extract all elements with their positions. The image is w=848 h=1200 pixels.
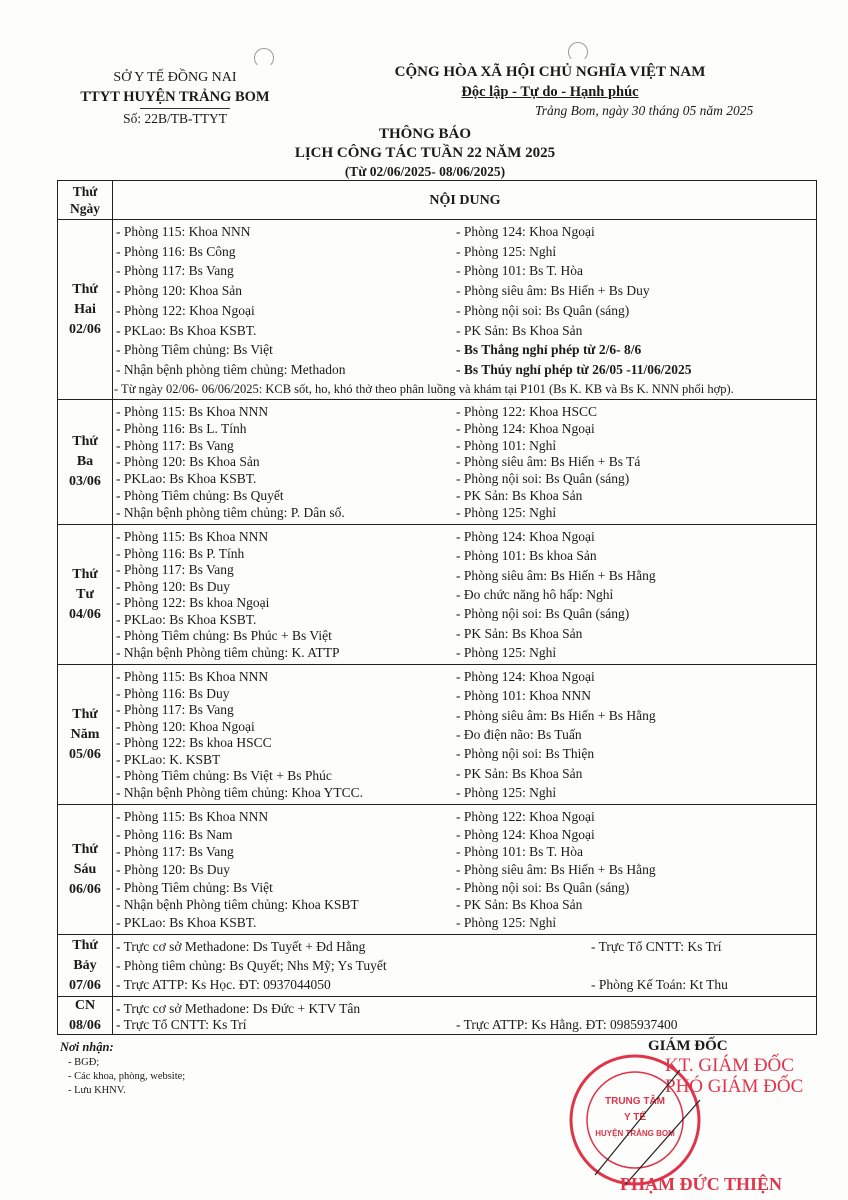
day-note: - Từ ngày 02/06- 06/06/2025: KCB sốt, ho, khó thở theo phân luồng và khám tại P101 (Bs K. KB và Bs K. NNN phối hợp). [114, 382, 734, 396]
left-column [116, 669, 363, 801]
punch-hole [254, 48, 274, 68]
schedule-item: - Phòng 115: Khoa NNN [116, 224, 251, 239]
schedule-item: - Phòng nội soi: Bs Thiện [456, 746, 595, 762]
day-cell [58, 400, 113, 524]
signer-name: PHẠM ĐỨC THIỆN [620, 1174, 782, 1194]
document-number: Số: 22B/TB-TTYT [123, 111, 227, 126]
schedule-item: - Phòng 125: Nghỉ [456, 644, 557, 660]
schedule-table [57, 180, 817, 1035]
official-seal [565, 1050, 705, 1190]
right-column [456, 404, 640, 521]
day-label: Ba [76, 454, 94, 469]
right-column [456, 809, 656, 931]
schedule-item: - PK Sản: Bs Khoa Sản [456, 897, 583, 913]
schedule-item: - Trực Tổ CNTT: Ks Trí [591, 939, 722, 954]
schedule-item: - Nhận bệnh Phòng tiêm chủng: Khoa YTCC. [116, 784, 363, 800]
schedule-item: - Phòng siêu âm: Bs Hiến + Bs Duy [456, 283, 650, 299]
day-label: Hai [74, 301, 96, 317]
schedule-item: - Trực cơ sở Methadone: Ds Đức + KTV Tân [116, 1001, 361, 1016]
schedule-item: - Bs Thúy nghỉ phép từ 26/05 -11/06/2025 [456, 361, 692, 377]
recipient: - BGĐ; [68, 1057, 100, 1068]
punch-hole [568, 42, 588, 62]
schedule-item: - Phòng 115: Bs Khoa NNN [116, 809, 269, 824]
schedule-item: - Trực ATTP: Ks Học. ĐT: 0937044050 [116, 977, 331, 992]
table-row [58, 524, 816, 664]
schedule-item: - Phòng 120: Khoa Ngoại [116, 718, 255, 734]
left-column [116, 939, 387, 993]
schedule-item [456, 1001, 678, 1017]
schedule-item: - Trực cơ sở Methadone: Ds Tuyết + Đd Hằng [116, 939, 366, 954]
day-label: Thứ [72, 706, 98, 722]
schedule-item: - Phòng 124: Khoa Ngoại [456, 826, 595, 842]
schedule-item: - Phòng 117: Bs Vang [116, 437, 234, 453]
doc-period: (Từ 02/06/2025- 08/06/2025) [344, 164, 506, 179]
day-label: Thứ [72, 281, 98, 297]
day-label: CN [74, 997, 96, 1013]
day-label: Bảy [73, 957, 97, 973]
left-column [116, 529, 339, 661]
table-row [58, 399, 816, 524]
table-row [58, 996, 816, 1034]
schedule-item: - Phòng siêu âm: Bs Hiến + Bs Tá [456, 454, 641, 470]
schedule-item: - Phòng 116: Bs P. Tính [116, 545, 245, 561]
schedule-item: - Phòng siêu âm: Bs Hiến + Bs Hằng [456, 707, 656, 723]
schedule-item: - Phòng 115: Bs Khoa NNN [116, 529, 269, 544]
left-column [116, 224, 345, 378]
day-label: 08/06 [69, 1017, 101, 1033]
schedule-item: - Phòng 124: Khoa Ngoại [456, 669, 595, 684]
day-label: Thứ [72, 841, 98, 857]
table-row [58, 664, 816, 804]
schedule-item: - Phòng 122: Khoa Ngoại [456, 809, 595, 824]
schedule-item: - Đo chức năng hô hấp: Nghỉ [456, 586, 614, 602]
schedule-item: - Phòng 120: Bs Khoa Sản [116, 454, 260, 470]
schedule-item: - PKLao: Bs Khoa KSBT. [116, 914, 257, 930]
schedule-item: - Phòng 101: Nghỉ [456, 437, 557, 453]
seal-line1: TRUNG TÂM [605, 1096, 665, 1107]
schedule-item: - Nhận bệnh phòng tiêm chủng: Methadon [116, 361, 346, 377]
schedule-item: - Phòng 101: Bs T. Hòa [456, 844, 584, 860]
stamp-line1: KT. GIÁM ĐỐC [665, 1055, 794, 1076]
schedule-item: - Phòng tiêm chủng: Bs Quyết; Nhs Mỹ; Ys Tuyết [116, 958, 387, 973]
schedule-item: - Phòng nội soi: Bs Quân (sáng) [456, 471, 630, 487]
day-label: 06/06 [69, 881, 101, 897]
national-motto: Độc lập - Tự do - Hạnh phúc [461, 84, 639, 100]
schedule-item: - Phòng 122: Khoa HSCC [456, 404, 598, 419]
schedule-item: - PKLao: Bs Khoa KSBT. [116, 611, 257, 627]
schedule-item: - PKLao: Bs Khoa KSBT. [116, 471, 257, 487]
document-date: Trảng Bom, ngày 30 tháng 05 năm 2025 [535, 103, 754, 118]
schedule-item: - Phòng 116: Bs L. Tính [116, 420, 247, 436]
schedule-item: - Nhận bệnh Phòng tiêm chủng: Khoa KSBT [116, 897, 359, 913]
right-column [456, 1001, 678, 1031]
right-column [456, 529, 656, 661]
org-name: TTYT HUYỆN TRẢNG BOM [80, 89, 270, 105]
day-cell [58, 997, 113, 1034]
schedule-item: - Phòng 125: Nghỉ [456, 784, 557, 800]
recipient: - Lưu KHNV. [68, 1085, 126, 1096]
day-label: Thứ [72, 937, 98, 953]
day-label: Năm [70, 726, 100, 742]
schedule-item: - Phòng nội soi: Bs Quân (sáng) [456, 879, 630, 895]
recipient: - Các khoa, phòng, website; [68, 1071, 186, 1082]
stamp-line2: PHÓ GIÁM ĐỐC [665, 1076, 804, 1097]
header-day-line2: Ngày [70, 201, 100, 216]
day-cell [58, 220, 113, 399]
schedule-item: - PKLao: K. KSBT [116, 751, 221, 767]
schedule-item: - PK Sản: Bs Khoa Sản [456, 322, 583, 338]
schedule-item: - Phòng 101: Khoa NNN [456, 688, 591, 704]
schedule-item: - Phòng 115: Bs Khoa NNN [116, 404, 269, 419]
national-title: CỘNG HÒA XÃ HỘI CHỦ NGHĨA VIỆT NAM [394, 64, 706, 80]
schedule-item: - Phòng 116: Bs Công [116, 243, 236, 259]
schedule-item: - Nhận bệnh Phòng tiêm chủng: K. ATTP [116, 644, 340, 660]
schedule-item: - PK Sản: Bs Khoa Sản [456, 625, 583, 641]
day-cell [58, 525, 113, 664]
schedule-item: - Đo điện não: Bs Tuấn [456, 726, 582, 742]
schedule-item: - Phòng 117: Bs Vang [116, 702, 234, 718]
schedule-item: - Phòng 120: Bs Duy [116, 861, 231, 877]
day-cell [58, 665, 113, 804]
right-column [456, 224, 692, 378]
schedule-item: - Trực Tổ CNTT: Ks Trí [116, 1017, 247, 1032]
schedule-item: - Phòng 116: Bs Duy [116, 685, 230, 701]
day-label: 07/06 [69, 977, 101, 993]
schedule-item: - Phòng 125: Nghỉ [456, 504, 557, 520]
header-content: NỘI DUNG [429, 193, 501, 208]
day-label: 02/06 [69, 321, 101, 337]
signature-title: GIÁM ĐỐC [648, 1038, 728, 1054]
schedule-item: - Phòng Tiêm chủng: Bs Phúc + Bs Việt [116, 628, 332, 644]
schedule-item: - Phòng 124: Khoa Ngoại [456, 224, 595, 239]
schedule-item: - Phòng Tiêm chủng: Bs Việt [116, 879, 273, 895]
schedule-item: - PK Sản: Bs Khoa Sản [456, 765, 583, 781]
day-label: 03/06 [69, 474, 101, 489]
recipients-title: Nơi nhận: [60, 1040, 114, 1054]
schedule-item: - Phòng 124: Khoa Ngoại [456, 420, 595, 436]
schedule-item: - Phòng 125: Nghỉ [456, 914, 557, 930]
schedule-item: - Phòng 101: Bs T. Hòa [456, 263, 584, 279]
schedule-item: - Phòng 116: Bs Nam [116, 826, 233, 842]
left-column [116, 809, 359, 931]
org-parent: SỞ Y TẾ ĐỒNG NAI [113, 70, 237, 85]
table-row [58, 804, 816, 934]
schedule-item: - Phòng Tiêm chủng: Bs Quyết [116, 488, 284, 504]
table-header [58, 181, 816, 219]
day-cell [58, 805, 113, 934]
schedule-item: - Phòng 122: Khoa Ngoại [116, 302, 255, 318]
schedule-item: - Phòng 101: Bs khoa Sản [456, 548, 597, 564]
schedule-item: - Phòng 124: Khoa Ngoại [456, 529, 595, 544]
schedule-item: - Phòng siêu âm: Bs Hiến + Bs Hằng [456, 861, 656, 877]
schedule-item: - Phòng Tiêm chủng: Bs Việt [116, 342, 273, 358]
schedule-item: - Bs Thắng nghỉ phép từ 2/6- 8/6 [456, 342, 642, 358]
day-label: 05/06 [69, 746, 101, 762]
schedule-item: - Phòng 117: Bs Vang [116, 844, 234, 860]
schedule-item: - Phòng 120: Bs Duy [116, 578, 231, 594]
day-cell [58, 935, 113, 996]
schedule-item: - Phòng siêu âm: Bs Hiến + Bs Hằng [456, 567, 656, 583]
doc-subtitle: LỊCH CÔNG TÁC TUẦN 22 NĂM 2025 [294, 145, 556, 161]
day-label: 04/06 [69, 606, 101, 622]
recipients-list [68, 1056, 185, 1098]
divider [140, 108, 230, 109]
schedule-item: - Trực ATTP: Ks Hằng. ĐT: 0985937400 [456, 1017, 678, 1032]
schedule-item: - Phòng Tiêm chủng: Bs Việt + Bs Phúc [116, 768, 332, 784]
day-label: Tư [76, 586, 94, 602]
table-row [58, 219, 816, 399]
left-column [116, 1001, 360, 1031]
day-label: Thứ [72, 566, 98, 582]
table-row [58, 934, 816, 996]
schedule-item: - Nhận bệnh phòng tiêm chủng: P. Dân số. [116, 504, 345, 520]
schedule-item: - Phòng 117: Bs Vang [116, 562, 234, 578]
schedule-item: - Phòng 117: Bs Vang [116, 263, 234, 279]
schedule-item: - Phòng nội soi: Bs Quân (sáng) [456, 302, 630, 318]
schedule-item: - Phòng 120: Khoa Sản [116, 283, 242, 299]
schedule-item: - Phòng Kế Toán: Kt Thu [591, 977, 728, 992]
schedule-item: - Phòng nội soi: Bs Quân (sáng) [456, 606, 630, 622]
day-label: Thứ [72, 434, 98, 449]
schedule-item: - Phòng 122: Bs khoa Ngoại [116, 595, 270, 611]
schedule-item: - PK Sản: Bs Khoa Sản [456, 488, 583, 504]
schedule-item: - Phòng 115: Bs Khoa NNN [116, 669, 269, 684]
right-column [456, 669, 656, 801]
header-day-line1: Thứ [72, 184, 98, 199]
seal-line3: HUYỆN TRẢNG BOM [595, 1129, 675, 1138]
doc-title: THÔNG BÁO [378, 126, 472, 142]
right-column [591, 939, 728, 993]
schedule-item: - Phòng 125: Nghỉ [456, 243, 557, 259]
day-label: Sáu [73, 861, 97, 877]
schedule-item: - Phòng 122: Bs khoa HSCC [116, 735, 272, 751]
seal-line2: Y TẾ [623, 1112, 647, 1123]
left-column [116, 404, 345, 521]
schedule-item: - PKLao: Bs Khoa KSBT. [116, 322, 257, 338]
